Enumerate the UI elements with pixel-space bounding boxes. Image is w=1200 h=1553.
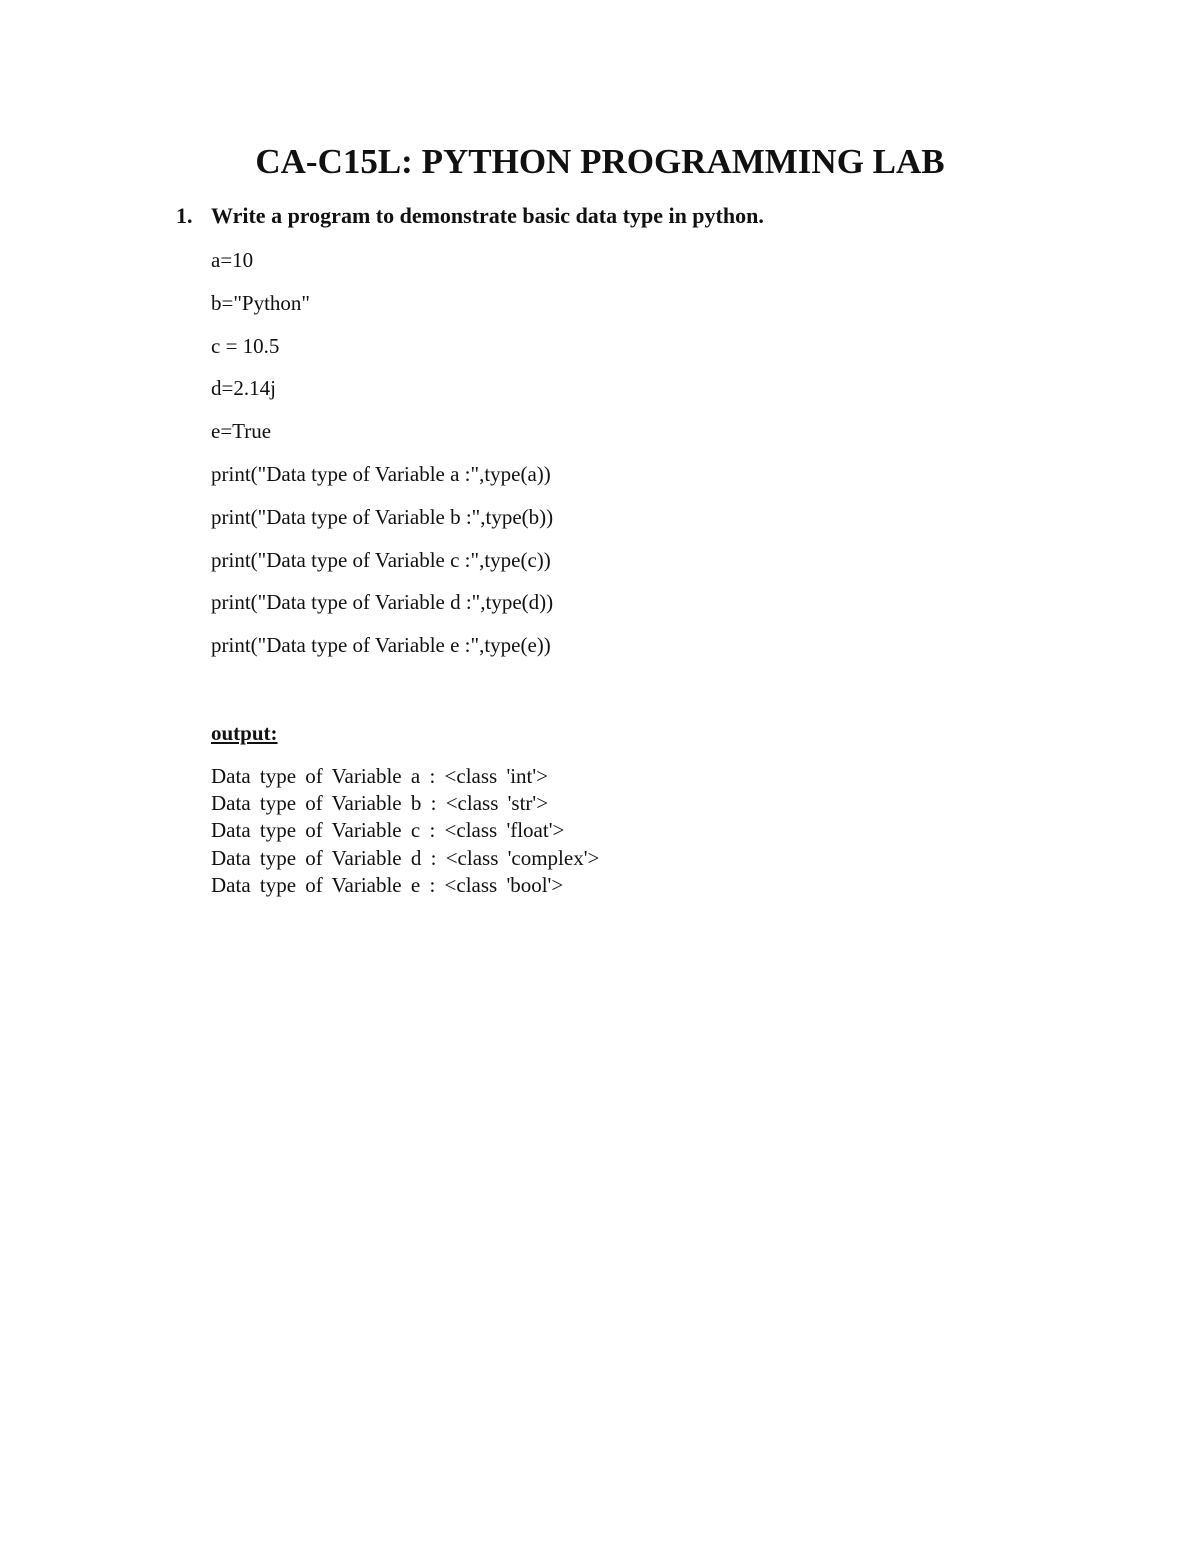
code-line: a=10 bbox=[211, 248, 254, 272]
question-text: Write a program to demonstrate basic data type in python. bbox=[211, 203, 764, 228]
output-line: Data type of Variable c : <class 'float'> bbox=[211, 818, 565, 843]
code-line: print("Data type of Variable c :",type(c)) bbox=[211, 547, 551, 572]
output-heading: output: bbox=[211, 721, 278, 745]
page-title: CA-C15L: PYTHON PROGRAMMING LAB bbox=[255, 142, 945, 181]
output-line: Data type of Variable b : <class 'str'> bbox=[211, 791, 549, 816]
output-line: Data type of Variable e : <class 'bool'> bbox=[211, 872, 564, 897]
output-listing bbox=[211, 763, 599, 899]
code-line: print("Data type of Variable b :",type(b)) bbox=[211, 504, 554, 529]
question-heading bbox=[176, 202, 764, 230]
code-line: b="Python" bbox=[211, 290, 311, 315]
code-line: e=True bbox=[211, 419, 272, 444]
code-line: print("Data type of Variable a :",type(a)) bbox=[211, 461, 551, 486]
output-line: Data type of Variable d : <class 'complex'> bbox=[211, 845, 600, 870]
code-line: c = 10.5 bbox=[211, 333, 280, 358]
code-line: print("Data type of Variable d :",type(d)) bbox=[211, 590, 554, 615]
output-line: Data type of Variable a : <class 'int'> bbox=[211, 764, 549, 788]
code-line: d=2.14j bbox=[211, 376, 276, 401]
code-listing bbox=[211, 246, 553, 674]
code-line: print("Data type of Variable e :",type(e)) bbox=[211, 633, 551, 658]
question-number: 1. bbox=[176, 203, 193, 228]
